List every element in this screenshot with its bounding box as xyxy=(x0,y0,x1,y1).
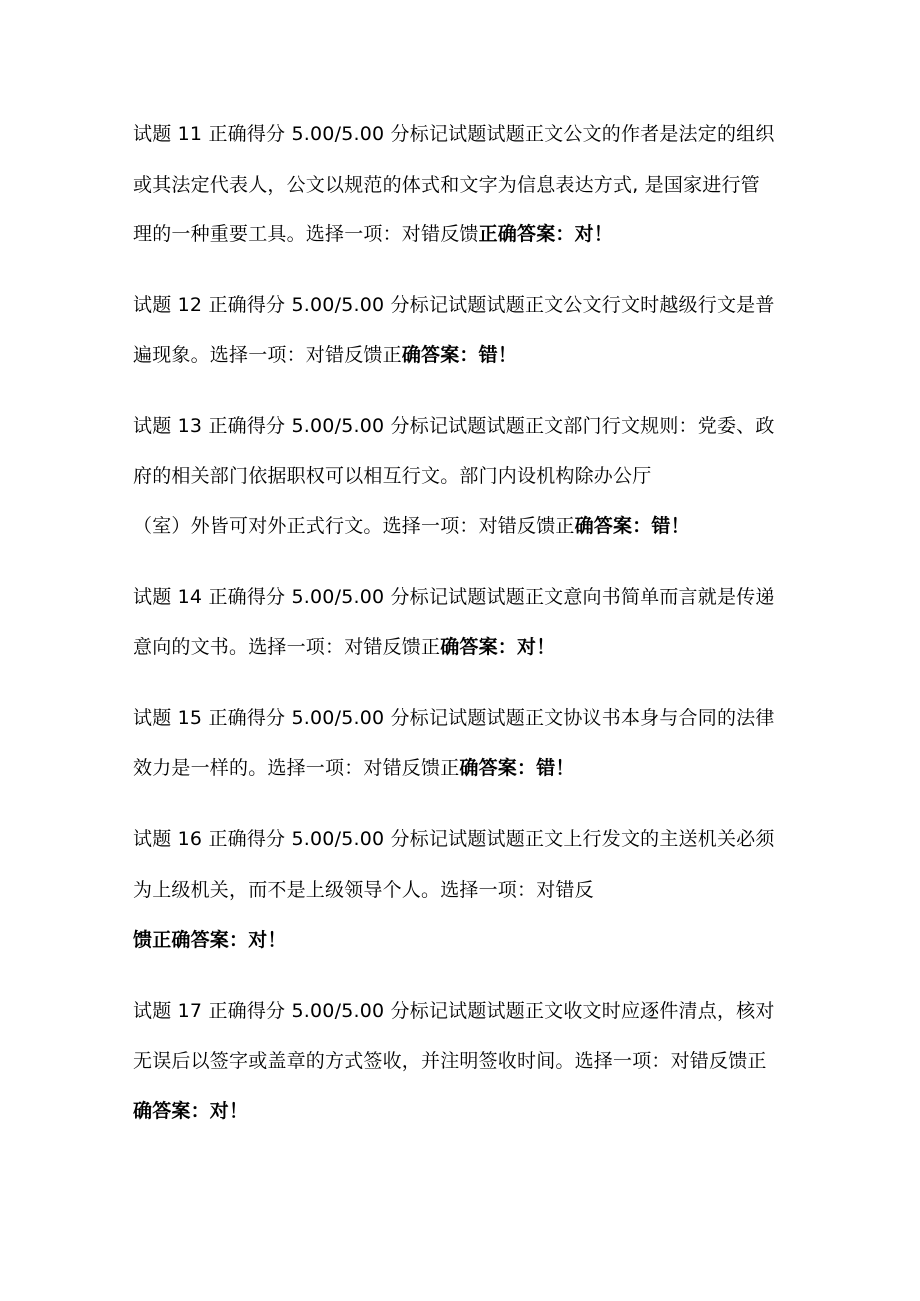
question-14-line-1 xyxy=(133,583,813,611)
answer-text: 确答案：对！ xyxy=(440,636,556,658)
answer-text: 确答案：错！ xyxy=(574,515,690,537)
question-text: 试题 14 正确得分 5.00/5.00 分标记试题试题正文意向书简单而言就是传递 xyxy=(133,586,775,608)
answer-text: 确答案：对！ xyxy=(133,1100,249,1122)
answer-text: 确答案：错！ xyxy=(459,757,575,779)
question-text: 效力是一样的。选择一项：对错反馈正 xyxy=(133,757,460,779)
question-text: 试题 11 正确得分 5.00/5.00 分标记试题试题正文公文的作者是法定的组织 xyxy=(133,123,775,145)
question-14-line-2 xyxy=(133,633,813,661)
question-text: （室）外皆可对外正式行文。选择一项：对错反馈正 xyxy=(133,515,575,537)
question-text: 试题 16 正确得分 5.00/5.00 分标记试题试题正文上行发文的主送机关必须 xyxy=(133,828,775,850)
answer-text: 正确答案：对！ xyxy=(478,223,614,245)
question-16-line-2 xyxy=(133,876,813,904)
question-11-line-3 xyxy=(133,220,813,248)
answer-text: 馈正确答案：对！ xyxy=(133,929,287,951)
question-17-line-2 xyxy=(133,1047,813,1075)
question-text: 理的一种重要工具。选择一项：对错反馈 xyxy=(133,223,479,245)
question-15-line-1 xyxy=(133,704,813,732)
question-13-line-2 xyxy=(133,462,813,490)
question-text: 府的相关部门依据职权可以相互行文。部门内设机构除办公厅 xyxy=(133,465,652,487)
question-17-line-3 xyxy=(133,1097,813,1125)
question-text: 试题 12 正确得分 5.00/5.00 分标记试题试题正文公文行文时越级行文是普 xyxy=(133,294,775,316)
question-16-line-3 xyxy=(133,926,813,954)
question-text: 遍现象。选择一项：对错反馈正 xyxy=(133,344,402,366)
question-11-line-2 xyxy=(133,171,813,199)
question-13-line-3 xyxy=(133,512,813,540)
question-text: 试题 13 正确得分 5.00/5.00 分标记试题试题正文部门行文规则：党委、政 xyxy=(133,415,775,437)
question-17-line-1 xyxy=(133,997,813,1025)
question-12-line-2 xyxy=(133,341,813,369)
question-text: 意向的文书。选择一项：对错反馈正 xyxy=(133,636,441,658)
question-text: 试题 17 正确得分 5.00/5.00 分标记试题试题正文收文时应逐件清点，核对 xyxy=(133,1000,775,1022)
question-16-line-1 xyxy=(133,825,813,853)
answer-text: 确答案：错！ xyxy=(401,344,518,366)
question-12-line-1 xyxy=(133,291,813,319)
question-text: 为上级机关，而不是上级领导个人。选择一项：对错反 xyxy=(133,879,594,901)
question-text: 试题 15 正确得分 5.00/5.00 分标记试题试题正文协议书本身与合同的法律 xyxy=(133,707,775,729)
question-text: 或其法定代表人，公文以规范的体式和文字为信息表达方式, 是国家进行管 xyxy=(133,174,760,196)
question-11-line-1 xyxy=(133,120,813,148)
question-text: 无误后以签字或盖章的方式签收，并注明签收时间。选择一项：对错反馈正 xyxy=(133,1050,767,1072)
question-13-line-1 xyxy=(133,412,813,440)
question-15-line-2 xyxy=(133,754,813,782)
